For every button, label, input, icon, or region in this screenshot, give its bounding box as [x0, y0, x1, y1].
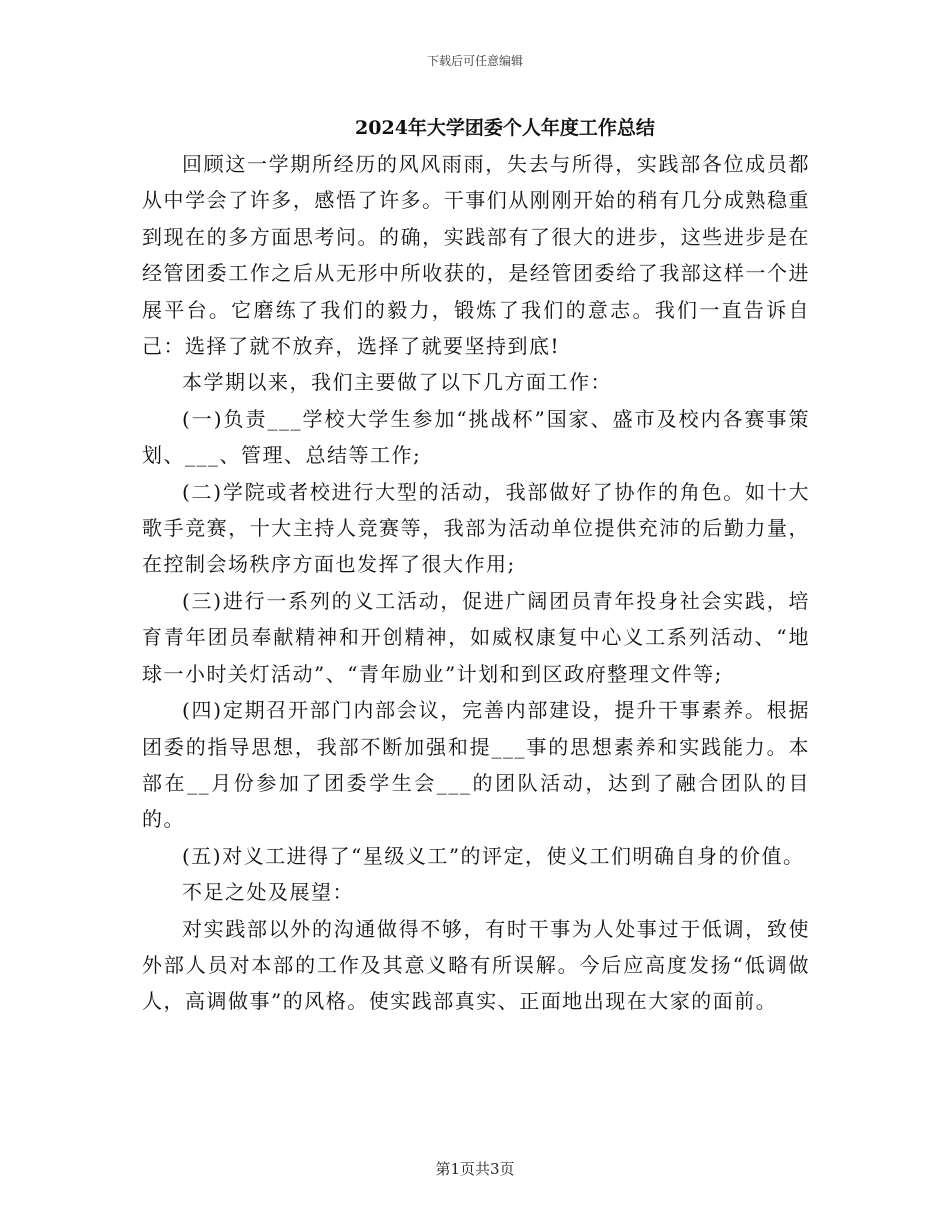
document-body — [142, 146, 810, 1020]
paragraph-intro: 本学期以来，我们主要做了以下几方面工作： — [182, 370, 612, 395]
paragraph-shortcomings-heading: 不足之处及展望： — [182, 880, 354, 905]
page-indicator: 第1页共3页 — [435, 1160, 515, 1178]
paragraph-item-3: (三)进行一系列的义工活动，促进广阔团员青年投身社会实践，培育青年团员奉献精神和开创精神，如威权康复中心义工系列活动、“地球一小时关灯活动”、“青年励业”计划和到区政府整理文件等; — [142, 588, 810, 686]
paragraph-item-1: (一)负责___学校大学生参加“挑战杯”国家、盛市及校内各赛事策划、___、管理、总结等工作; — [142, 406, 810, 468]
paragraph-item-4: (四)定期召开部门内部会议，完善内部建设，提升干事素养。根据团委的指导思想，我部不断加强和提___事的思想素养和实践能力。本部在__月份参加了团委学生会___的团队活动，达到了融合团队的目的。 — [142, 698, 810, 832]
document-title: 2024年大学团委个人年度工作总结 — [355, 117, 655, 139]
page-header-note: 下载后可任意编辑 — [426, 54, 523, 68]
paragraph-item-5: (五)对义工进得了“星级义工”的评定，使义工们明确自身的价值。 — [182, 843, 805, 868]
paragraph-shortcomings: 对实践部以外的沟通做得不够，有时干事为人处事过于低调，致使外部人员对本部的工作及其意义略有所误解。今后应高度发扬“低调做人，高调做事”的风格。使实践部真实、正面地出现在大家的面前。 — [142, 916, 810, 1014]
paragraph-review: 回顾这一学期所经历的风风雨雨，失去与所得，实践部各位成员都从中学会了许多，感悟了许多。干事们从刚刚开始的稍有几分成熟稳重到现在的多方面思考问。的确，实践部有了很大的进步，这些进步是在经管团委工作之后从无形中所收获的，是经管团委给了我部这样一个进展平台。它磨练了我们的毅力，锻炼了我们的意志。我们一直告诉自己：选择了就不放弃，选择了就要坚持到底! — [142, 152, 810, 359]
paragraph-item-2: (二)学院或者校进行大型的活动，我部做好了协作的角色。如十大歌手竞赛，十大主持人竞赛等，我部为活动单位提供充沛的后勤力量，在控制会场秩序方面也发挥了很大作用; — [142, 479, 810, 577]
